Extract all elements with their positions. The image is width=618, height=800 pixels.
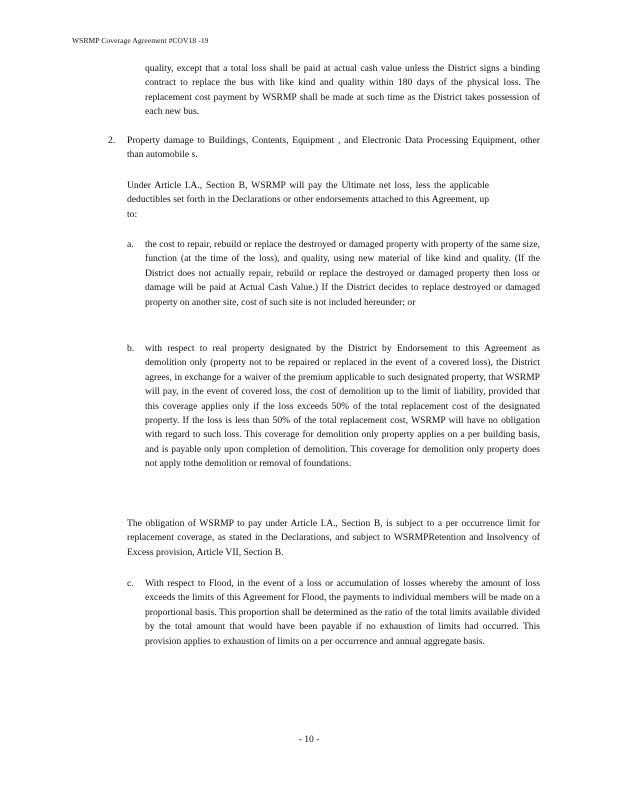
sub-b-label: b.	[127, 343, 135, 354]
sub-b-paragraph: with respect to real property designated by the District by Endorsement to this Agreement as demolition only (property not to be repaired or replaced in the event of a covered loss), the District agrees, in exchange for a waiver of the premium applicable to such designated property, that WSRMP will pay, in the event of covered loss, the cost of demolition up to the limit of liability, provided that this coverage applies only if the loss exceeds 50% of the total replacement cost of the designated property. If the loss is less than 50% of the total replacement cost, WSRMP will have no obligation with regard to such loss. This coverage for demolition only property applies on a per building basis, and is payable only upon completion of demolition. This coverage for demolition only property does not apply tothe demolition or removal of foundations.	[145, 343, 540, 470]
item-2-intro: Under Article I.A., Section B, WSRMP will pay the Ultimate net loss, less the applicable deductibles set forth in the Declarations or other endorsements attached to this Agreement, up to:	[127, 180, 489, 220]
sub-c-paragraph: With respect to Flood, in the event of a loss or accumulation of losses whereby the amount of loss exceeds the limits of this Agreement for Flood, the payments to individual members will be made on a proportional basis. This proportion shall be determined as the ratio of the total limits available divided by the total amount that would have been payable if no exhaustion of limits had occurred. This provision applies to exhaustion of limits on a per occurrence and annual aggregate basis.	[145, 578, 540, 647]
sub-a-paragraph: the cost to repair, rebuild or replace the destroyed or damaged property with property of the same size, function (at the time of the loss), and quality, using new material of like kind and quality. (If the District does not actually repair, rebuild or replace the destroyed or damaged property then loss or damage will be paid at Actual Cash Value.) If the District decides to replace destroyed or damaged property on another site, cost of such site is not included hereunder; or	[145, 239, 540, 308]
obligation-paragraph: The obligation of WSRMP to pay under Article I.A., Section B, is subject to a per occurrence limit for replacement coverage, as stated in the Declarations, and subject to WSRMPRetention and Insolvency of Excess provision, Article VII, Section B.	[127, 518, 540, 558]
sub-a-label: a.	[127, 239, 134, 250]
item-2-title: Property damage to Buildings, Contents, Equipment , and Electronic Data Processing Equipment, other than automobile s.	[127, 135, 540, 161]
sub-c-label: c.	[127, 578, 134, 589]
continuation-paragraph: quality, except that a total loss shall be paid at actual cash value unless the District signs a binding contract to replace the bus with like kind and quality within 180 days of the physical loss. The replacement cost payment by WSRMP shall be made at such time as the District takes possession of each new bus.	[145, 63, 540, 118]
running-header: WSRMP Coverage Agreement #COV18 -19	[72, 36, 209, 45]
item-2-number: 2.	[108, 135, 116, 146]
page-number: - 10 -	[298, 734, 320, 745]
